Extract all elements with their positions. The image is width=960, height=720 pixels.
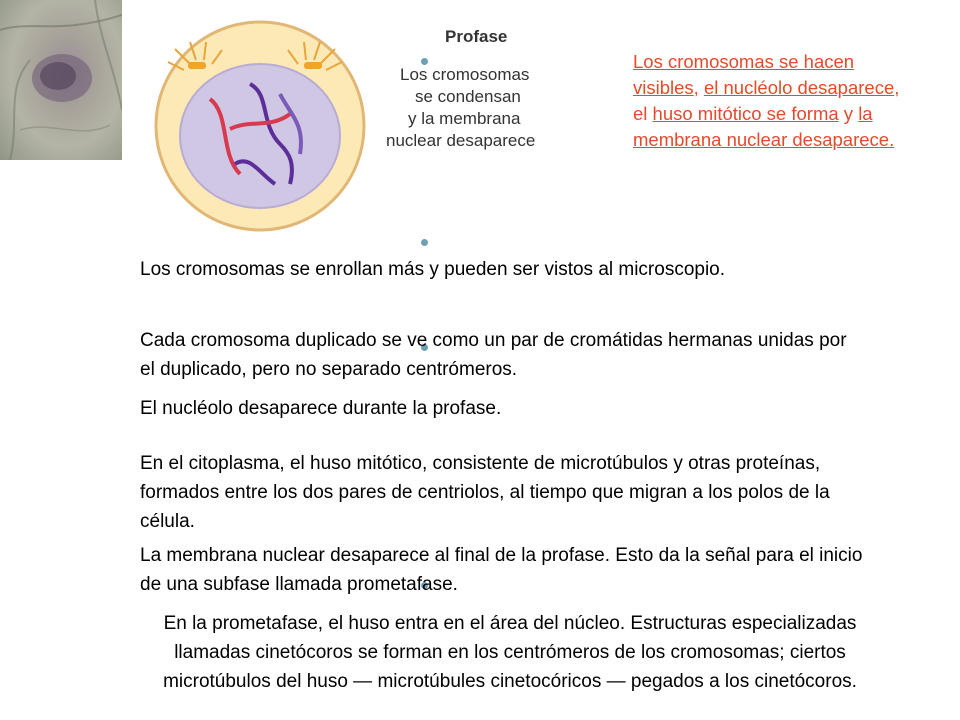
paragraph: En el citoplasma, el huso mitótico, consistente de microtúbulos y otras proteínas, formados entre los dos pares de centriolos, al tiempo que migran a los polos de la célula. [140,453,830,532]
figure-caption-line: nuclear desaparece [386,131,536,150]
link-spindle-forms[interactable]: huso mitótico se forma [652,103,839,124]
paragraph: Cada cromosoma duplicado se ve como un par de cromátidas hermanas unidas por el duplicado, pero no separado centrómeros. [140,330,847,380]
link-membrane-disappears[interactable]: la membrana nuclear desaparece. [633,103,895,150]
note-separator: , el [633,77,900,124]
link-chromosomes-visible[interactable]: Los cromosomas se hacen visibles [633,51,855,98]
paragraph: Los cromosomas se enrollan más y pueden ser vistos al microscopio. [140,259,726,280]
note-separator: y [838,103,859,124]
figure-title: Profase [445,27,508,46]
figure-caption-line: Los cromosomas [400,65,530,84]
bullet-dot [421,58,428,65]
prophase-illustration [140,14,580,236]
micrograph-image [0,0,122,160]
figure-caption-line: y la membrana [408,109,521,128]
paragraph: En la prometafase, el huso entra en el área del núcleo. Estructuras especializadas llamadas cinetócoros se forman en los centrómeros de los cromosomas; ciertos microtúbulos del huso — microtúbules cinetocóricos — pegados a los cinetócoros. [163,613,857,692]
bullet-dot [421,239,428,246]
summary-note [633,49,903,153]
figure-caption-line: se condensan [415,87,521,106]
link-nucleolus-disappears[interactable]: el nucléolo desaparece [703,77,895,98]
paragraph: La membrana nuclear desaparece al final de la profase. Esto da la señal para el inicio de una subfase llamada prometafase. [140,545,863,595]
paragraph: El nucléolo desaparece durante la profase. [140,398,502,419]
note-separator: , [693,77,704,98]
